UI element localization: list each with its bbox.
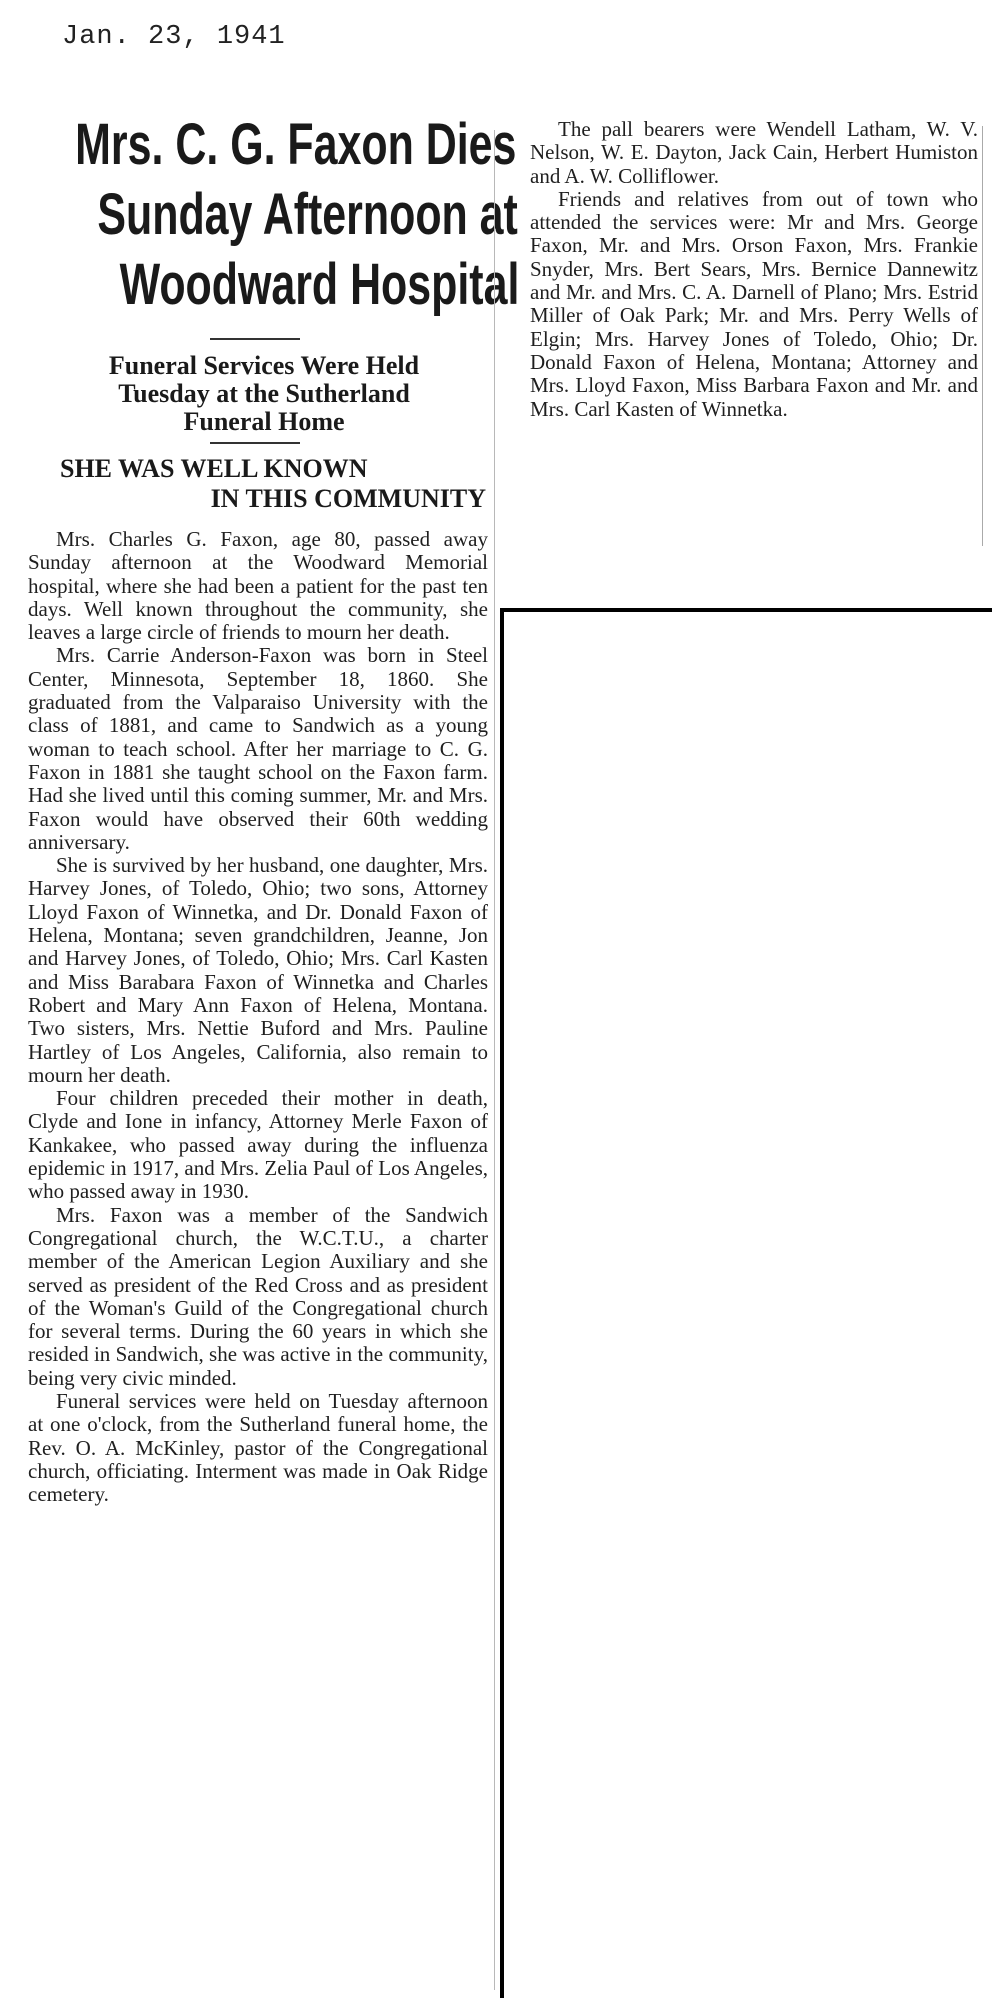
headline-line-2: Sunday Afternoon at [97, 182, 518, 247]
headline-divider [210, 338, 300, 340]
article-body-right [530, 118, 978, 421]
left-column [22, 110, 520, 1507]
headline [75, 110, 520, 320]
article-paragraph: Friends and relatives from out of town who attended the services were: Mr and Mrs. George Faxon, Mr. and Mrs. Orson Faxon, Mrs. Frankie Snyder, Mrs. Bert Sears, Mrs. Bernice Dannewitz and Mr. and Mrs. C. A. Darnell of Plano; Mrs. Estrid Miller of Oak Park; Mr. and Mrs. Perry Wells of Elgin; Mrs. Harvey Jones of Toledo, Ohio; Dr. Donald Faxon of Helena, Montana; Attorney and Mrs. Lloyd Faxon, Miss Barbara Faxon and Mr. and Mrs. Carl Kasten of Winnetka. [530, 186, 978, 421]
right-column-rule [982, 126, 983, 546]
clipping-border-box [500, 608, 992, 1998]
column-rule [494, 130, 495, 1990]
headline-line-1: Mrs. C. G. Faxon Dies [75, 112, 517, 177]
subheadline-line-2: Tuesday at the Sutherland [118, 379, 410, 408]
deck-line-1: SHE WAS WELL KNOWN [60, 454, 368, 483]
clipping-date: Jan. 23, 1941 [62, 22, 286, 52]
article-paragraph: Four children preceded their mother in death, Clyde and Ione in infancy, Attorney Merle Faxon of Kankakee, who passed away during the influenza epidemic in 1917, and Mrs. Zelia Paul of Los Angeles, who passed away in 1930. [28, 1086, 488, 1204]
article-paragraph: She is survived by her husband, one daughter, Mrs. Harvey Jones, of Toledo, Ohio; two sons, Attorney Lloyd Faxon of Winnetka, and Dr. Donald Faxon of Helena, Montana; seven grandchildren, Jeanne, Jon and Harvey Jones, of Toledo, Ohio; Mrs. Carl Kasten and Miss Barabara Faxon of Winnetka and Charles Robert and Mary Ann Faxon of Helena, Montana. Two sisters, Mrs. Nettie Buford and Mrs. Pauline Hartley of Los Angeles, California, also remain to mourn her death. [28, 853, 488, 1087]
right-column [530, 118, 978, 421]
article-body-left [22, 528, 488, 1506]
article-paragraph: Mrs. Carrie Anderson-Faxon was born in Steel Center, Minnesota, September 18, 1860. She graduated from the Valparaiso University with the class of 1881, and came to Sandwich as a young woman to teach school. After her marriage to C. G. Faxon in 1881 she taught school on the Faxon farm. Had she lived until this coming summer, Mr. and Mrs. Faxon would have observed their 60th wedding anniversary. [28, 643, 488, 854]
article-paragraph: Funeral services were held on Tuesday afternoon at one o'clock, from the Sutherland funeral home, the Rev. O. A. McKinley, pastor of the Congregational church, officiating. Interment was made in Oak Ridge cemetery. [28, 1388, 488, 1507]
article-paragraph: Mrs. Charles G. Faxon, age 80, passed away Sunday afternoon at the Woodward Memorial hospital, where she had been a patient for the past ten days. Well known throughout the community, she leaves a large circle of friends to mourn her death. [28, 527, 488, 645]
article-paragraph: The pall bearers were Wendell Latham, W. V. Nelson, W. E. Dayton, Jack Cain, Herbert Humiston and A. W. Colliflower. [530, 117, 978, 188]
deck-line-2: IN THIS COMMUNITY [210, 484, 486, 513]
headline-line-3: Woodward Hospital [119, 252, 520, 317]
subheadline-line-1: Funeral Services Were Held [108, 351, 420, 380]
subheadline [40, 352, 488, 436]
article-paragraph: Mrs. Faxon was a member of the Sandwich Congregational church, the W.C.T.U., a charter member of the American Legion Auxiliary and she served as president of the Red Cross and as president of the Woman's Guild of the Congregational church for several terms. During the 60 years in which she resided in Sandwich, she was active in the community, being very civic minded. [28, 1202, 488, 1390]
subheadline-line-3: Funeral Home [183, 407, 345, 436]
subhead-divider [210, 442, 300, 444]
deck-heading [40, 454, 488, 514]
